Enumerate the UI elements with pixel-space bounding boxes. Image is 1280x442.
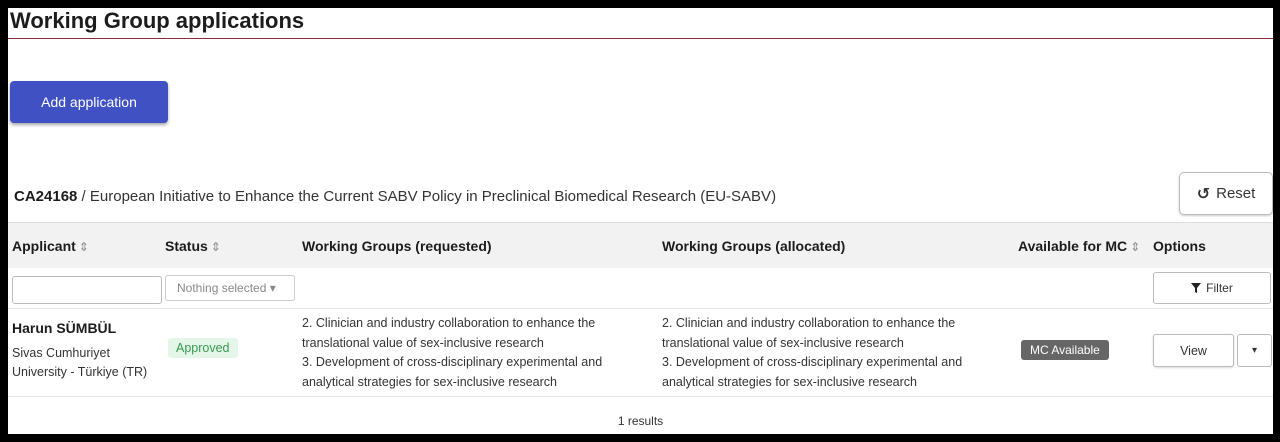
wg-requested-item: 3. Development of cross-disciplinary experimental and analytical strategies for sex-inclusive research (302, 355, 603, 389)
reset-button[interactable] (1179, 172, 1273, 215)
applicant-name: Harun SÜMBÜL (12, 320, 117, 336)
title-divider (8, 38, 1273, 39)
filter-label: Filter (1206, 281, 1233, 295)
col-available-mc-header[interactable] (1018, 238, 1140, 254)
applicant-organization: Sivas Cumhuriyet University - Türkiye (TR) (12, 346, 148, 379)
mc-available-badge: MC Available (1021, 340, 1109, 360)
wg-allocated-cell (662, 314, 1002, 392)
options-dropdown-button[interactable]: ▾ (1237, 334, 1272, 367)
table-row (8, 308, 1273, 397)
action-title (14, 188, 776, 205)
wg-allocated-item: 2. Clinician and industry collaboration to enhance the translational value of sex-inclusive research (662, 316, 956, 350)
sort-icon[interactable]: ⇕ (1130, 240, 1141, 254)
funnel-icon (1191, 283, 1201, 293)
col-options-header: Options (1153, 238, 1206, 254)
table-header (8, 222, 1273, 269)
wg-allocated-item: 3. Development of cross-disciplinary experimental and analytical strategies for sex-inclusive research (662, 355, 963, 389)
reset-label: Reset (1216, 185, 1256, 202)
undo-icon: ↺ (1196, 185, 1211, 203)
results-count: 1 results (617, 414, 664, 428)
wg-requested-cell (302, 314, 642, 392)
action-separator: / (77, 188, 90, 205)
wg-requested-item: 2. Clinician and industry collaboration to enhance the translational value of sex-inclusive research (302, 316, 596, 350)
col-applicant-label: Applicant (12, 238, 76, 254)
applicant-filter-input[interactable] (12, 276, 162, 304)
add-application-button[interactable]: Add application (10, 81, 168, 123)
col-status-label: Status (165, 238, 208, 254)
col-applicant-header[interactable] (12, 238, 89, 254)
sort-icon[interactable]: ⇕ (78, 240, 89, 254)
col-status-header[interactable] (165, 238, 221, 254)
status-filter-select[interactable]: Nothing selected ▾ (165, 275, 295, 301)
page-title: Working Group applications (10, 8, 305, 33)
page-frame (8, 8, 1273, 434)
col-available-mc-label: Available for MC (1018, 238, 1128, 254)
filter-button[interactable] (1153, 272, 1271, 304)
status-badge: Approved (168, 338, 238, 358)
sort-icon[interactable]: ⇕ (210, 240, 221, 254)
col-wg-requested-header: Working Groups (requested) (302, 238, 492, 254)
view-button[interactable]: View (1153, 334, 1234, 367)
action-code: CA24168 (14, 188, 78, 205)
action-name: European Initiative to Enhance the Current SABV Policy in Preclinical Biomedical Research (EU-SABV) (89, 188, 777, 205)
filter-row (8, 268, 1273, 309)
col-wg-allocated-header: Working Groups (allocated) (662, 238, 846, 254)
